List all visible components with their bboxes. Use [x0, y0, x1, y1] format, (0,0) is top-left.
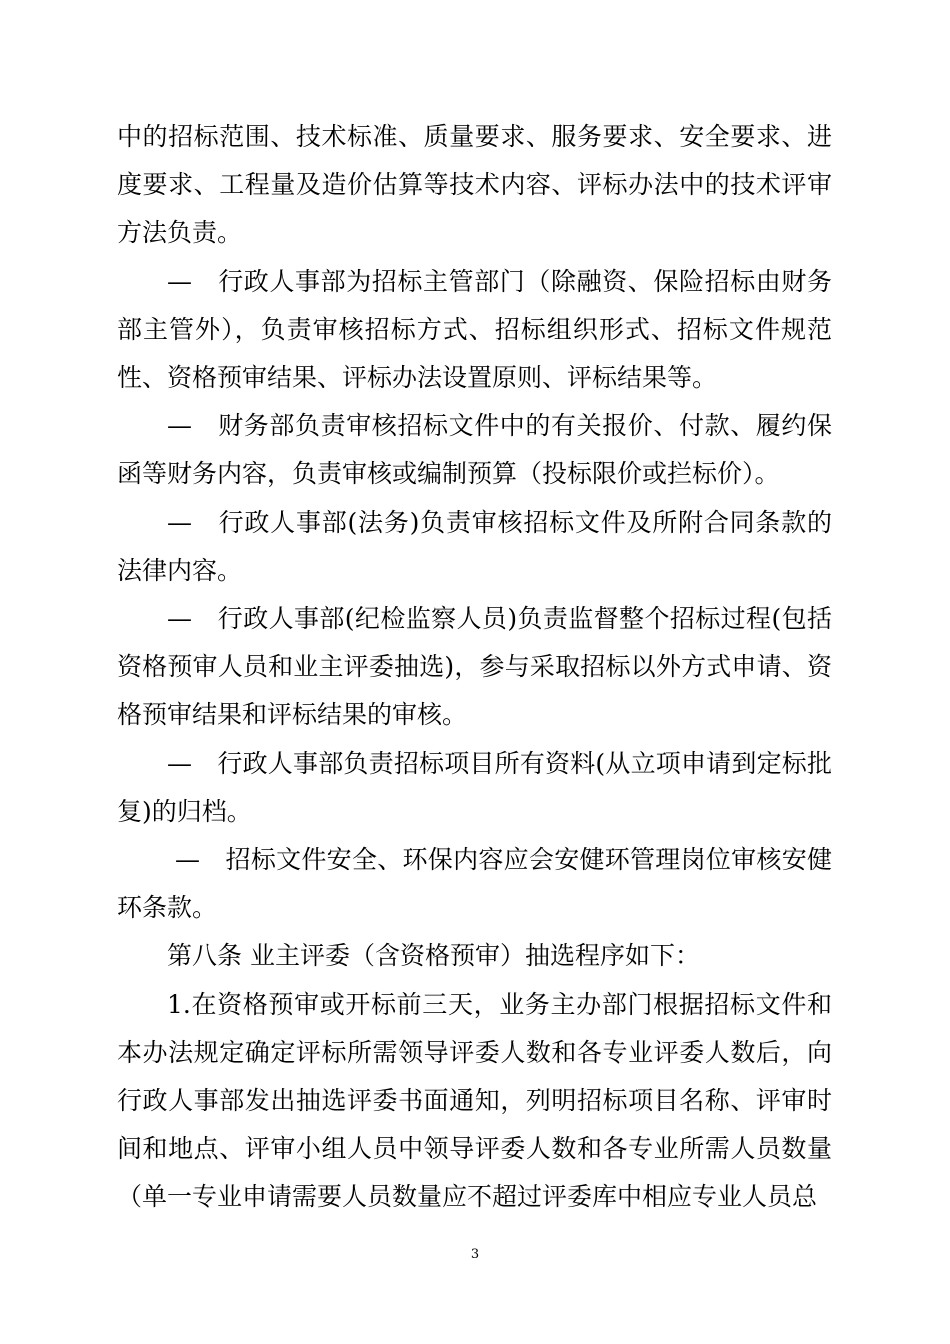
paragraph-selection-step-1: 1.在资格预审或开标前三天，业务主办部门根据招标文件和本办法规定确定评标所需领导评委人数和各专业评委人数后，向行政人事部发出抽选评委书面通知，列明招标项目名称、评审时间和地点、评审小组人员中领导评委人数和各专业所需人员数量（单一专业申请需要人员数量应不超过评委库中相应专业人员总 — [117, 989, 832, 1212]
paragraph-safety-review: — 招标文件安全、环保内容应会安健环管理岗位审核安健环条款。 — [117, 845, 832, 923]
paragraph-scope-continuation: 中的招标范围、技术标准、质量要求、服务要求、安全要求、进度要求、工程量及造价估算等技术内容、评标办法中的技术评审方法负责。 — [117, 122, 832, 248]
paragraph-supervision-responsibility: — 行政人事部(纪检监察人员)负责监督整个招标过程(包括资格预审人员和业主评委抽选)，参与采取招标以外方式申请、资格预审结果和评标结果的审核。 — [117, 604, 832, 730]
paragraph-admin-hr-responsibility: — 行政人事部为招标主管部门（除融资、保险招标由财务部主管外），负责审核招标方式、招标组织形式、招标文件规范性、资格预审结果、评标办法设置原则、评标结果等。 — [117, 266, 832, 393]
document-body — [117, 113, 832, 1222]
paragraph-legal-responsibility: — 行政人事部(法务)负责审核招标文件及所附合同条款的法律内容。 — [117, 507, 832, 585]
paragraph-finance-responsibility: — 财务部负责审核招标文件中的有关报价、付款、履约保函等财务内容，负责审核或编制预算（投标限价或拦标价）。 — [117, 411, 832, 489]
paragraph-archiving-responsibility: — 行政人事部负责招标项目所有资料(从立项申请到定标批复)的归档。 — [117, 748, 832, 826]
page-number: 3 — [470, 1247, 480, 1262]
article-eight-heading: 第八条 业主评委（含资格预审）抽选程序如下： — [167, 941, 700, 971]
